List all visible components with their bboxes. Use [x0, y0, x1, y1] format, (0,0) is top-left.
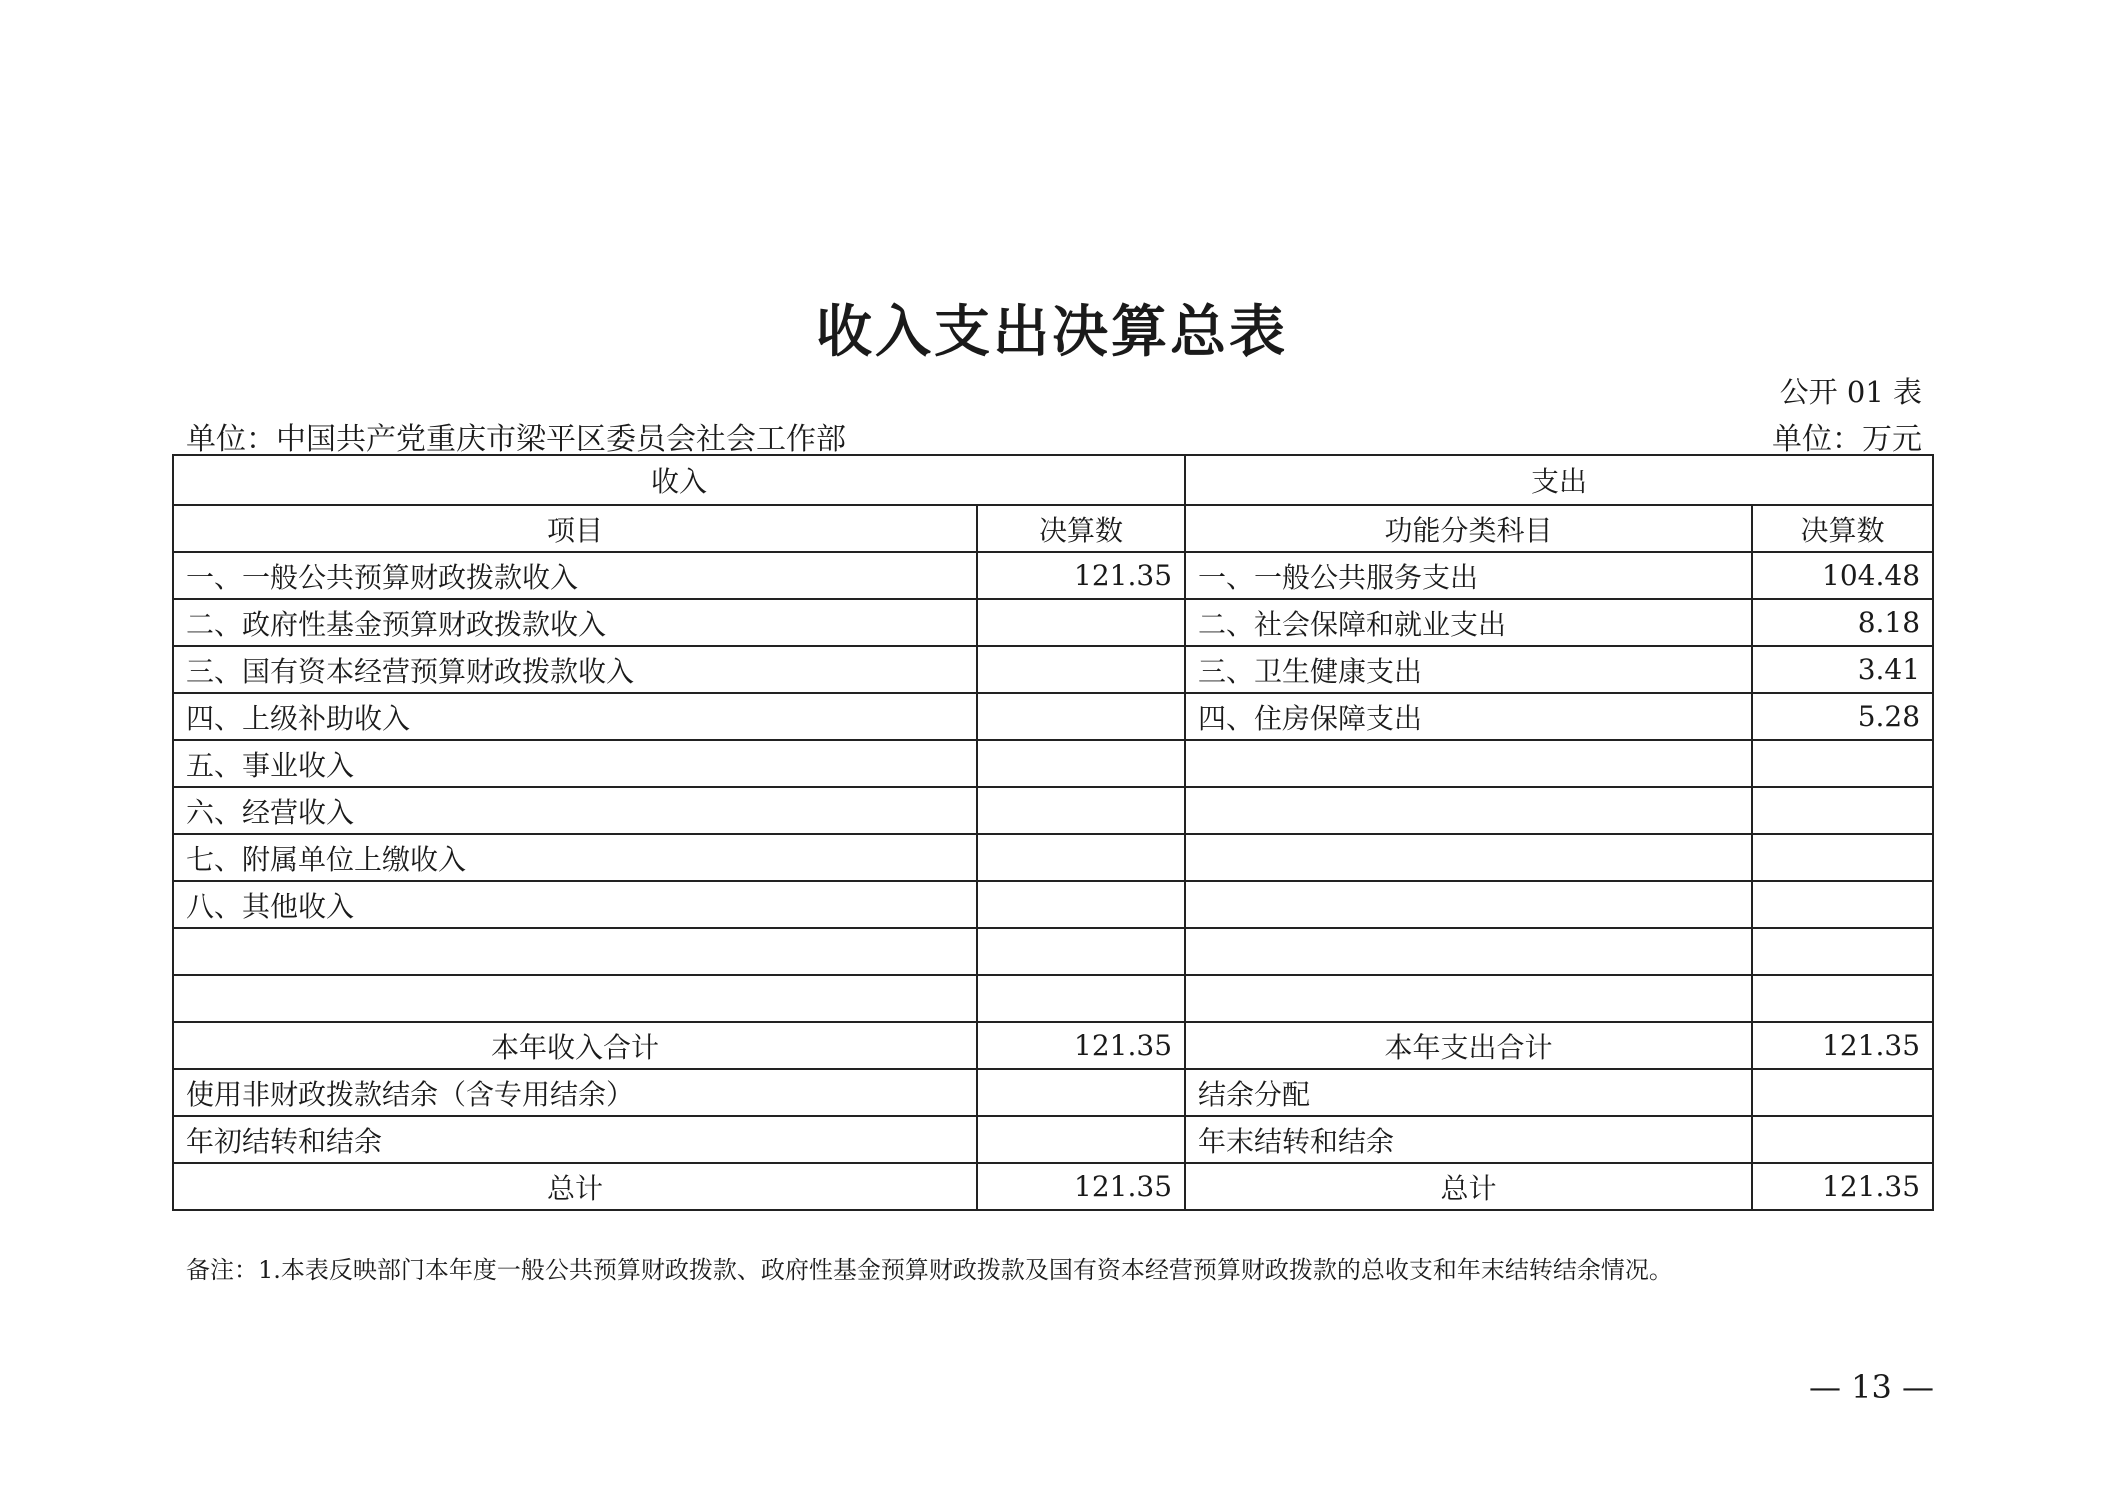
footnote: 备注：1.本表反映部门本年度一般公共预算财政拨款、政府性基金预算财政拨款及国有资本经营预算财政拨款的总收支和年末结转结余情况。 [186, 1256, 1673, 1284]
col-header-function: 功能分类科目 [1185, 505, 1752, 552]
income-item: 三、国有资本经营预算财政拨款收入 [173, 646, 977, 693]
income-value [977, 740, 1185, 787]
income-item: 一、一般公共预算财政拨款收入 [173, 552, 977, 599]
table-row [173, 599, 1933, 646]
grand-total-label-left: 总计 [173, 1163, 977, 1210]
table-row [173, 928, 1933, 975]
column-header-row [173, 505, 1933, 552]
expense-item [1185, 881, 1752, 928]
section-header-row [173, 455, 1933, 505]
grand-total-row [173, 1163, 1933, 1210]
income-item: 八、其他收入 [173, 881, 977, 928]
table-row [173, 1116, 1933, 1163]
page-title: 收入支出决算总表 [816, 300, 1288, 365]
table-row [173, 1069, 1933, 1116]
income-item: 七、附属单位上缴收入 [173, 834, 977, 881]
expense-value [1752, 928, 1933, 975]
expense-value [1752, 740, 1933, 787]
expense-value: 3.41 [1752, 646, 1933, 693]
expense-item: 四、住房保障支出 [1185, 693, 1752, 740]
income-value [977, 975, 1185, 1022]
col-header-item: 项目 [173, 505, 977, 552]
income-total-value: 121.35 [977, 1022, 1185, 1069]
reporting-unit: 单位：中国共产党重庆市梁平区委员会社会工作部 [186, 422, 846, 457]
table-row [173, 881, 1933, 928]
expense-value: 104.48 [1752, 552, 1933, 599]
expense-item [1185, 928, 1752, 975]
grand-total-value-right: 121.35 [1752, 1163, 1933, 1210]
grand-total-value-left: 121.35 [977, 1163, 1185, 1210]
form-code: 公开 01 表 [1779, 375, 1922, 409]
table-row [173, 975, 1933, 1022]
budget-summary-table [172, 454, 1934, 1211]
expense-item [1185, 787, 1752, 834]
col-header-amount: 决算数 [977, 505, 1185, 552]
col-header-amount2: 决算数 [1752, 505, 1933, 552]
income-section-header: 收入 [173, 455, 1185, 505]
expense-value [1752, 787, 1933, 834]
expense-item [1185, 975, 1752, 1022]
income-item: 年初结转和结余 [173, 1116, 977, 1163]
expense-value [1752, 834, 1933, 881]
income-value [977, 787, 1185, 834]
table-row [173, 740, 1933, 787]
income-item [173, 975, 977, 1022]
income-item: 五、事业收入 [173, 740, 977, 787]
expense-value: 8.18 [1752, 599, 1933, 646]
annual-total-row [173, 1022, 1933, 1069]
income-item: 六、经营收入 [173, 787, 977, 834]
income-value: 121.35 [977, 552, 1185, 599]
income-item: 使用非财政拨款结余（含专用结余） [173, 1069, 977, 1116]
currency-unit: 单位：万元 [1772, 422, 1922, 457]
income-value [977, 693, 1185, 740]
income-total-label: 本年收入合计 [173, 1022, 977, 1069]
expense-item: 一、一般公共服务支出 [1185, 552, 1752, 599]
expense-item: 结余分配 [1185, 1069, 1752, 1116]
table-row [173, 552, 1933, 599]
expense-value [1752, 881, 1933, 928]
expense-item: 年末结转和结余 [1185, 1116, 1752, 1163]
income-item: 四、上级补助收入 [173, 693, 977, 740]
expense-item: 三、卫生健康支出 [1185, 646, 1752, 693]
table-row [173, 787, 1933, 834]
page-number: — 13 — [1808, 1368, 1934, 1406]
expense-value [1752, 1069, 1933, 1116]
income-item [173, 928, 977, 975]
grand-total-label-right: 总计 [1185, 1163, 1752, 1210]
income-value [977, 834, 1185, 881]
income-value [977, 599, 1185, 646]
table-row [173, 834, 1933, 881]
income-value [977, 928, 1185, 975]
income-value [977, 646, 1185, 693]
expense-item: 二、社会保障和就业支出 [1185, 599, 1752, 646]
table-row [173, 646, 1933, 693]
expense-value [1752, 1116, 1933, 1163]
expense-item [1185, 834, 1752, 881]
expense-value: 5.28 [1752, 693, 1933, 740]
income-value [977, 1116, 1185, 1163]
expense-total-label: 本年支出合计 [1185, 1022, 1752, 1069]
income-value [977, 881, 1185, 928]
table-row [173, 693, 1933, 740]
expense-value [1752, 975, 1933, 1022]
expense-total-value: 121.35 [1752, 1022, 1933, 1069]
income-value [977, 1069, 1185, 1116]
expense-section-header: 支出 [1185, 455, 1933, 505]
expense-item [1185, 740, 1752, 787]
income-item: 二、政府性基金预算财政拨款收入 [173, 599, 977, 646]
